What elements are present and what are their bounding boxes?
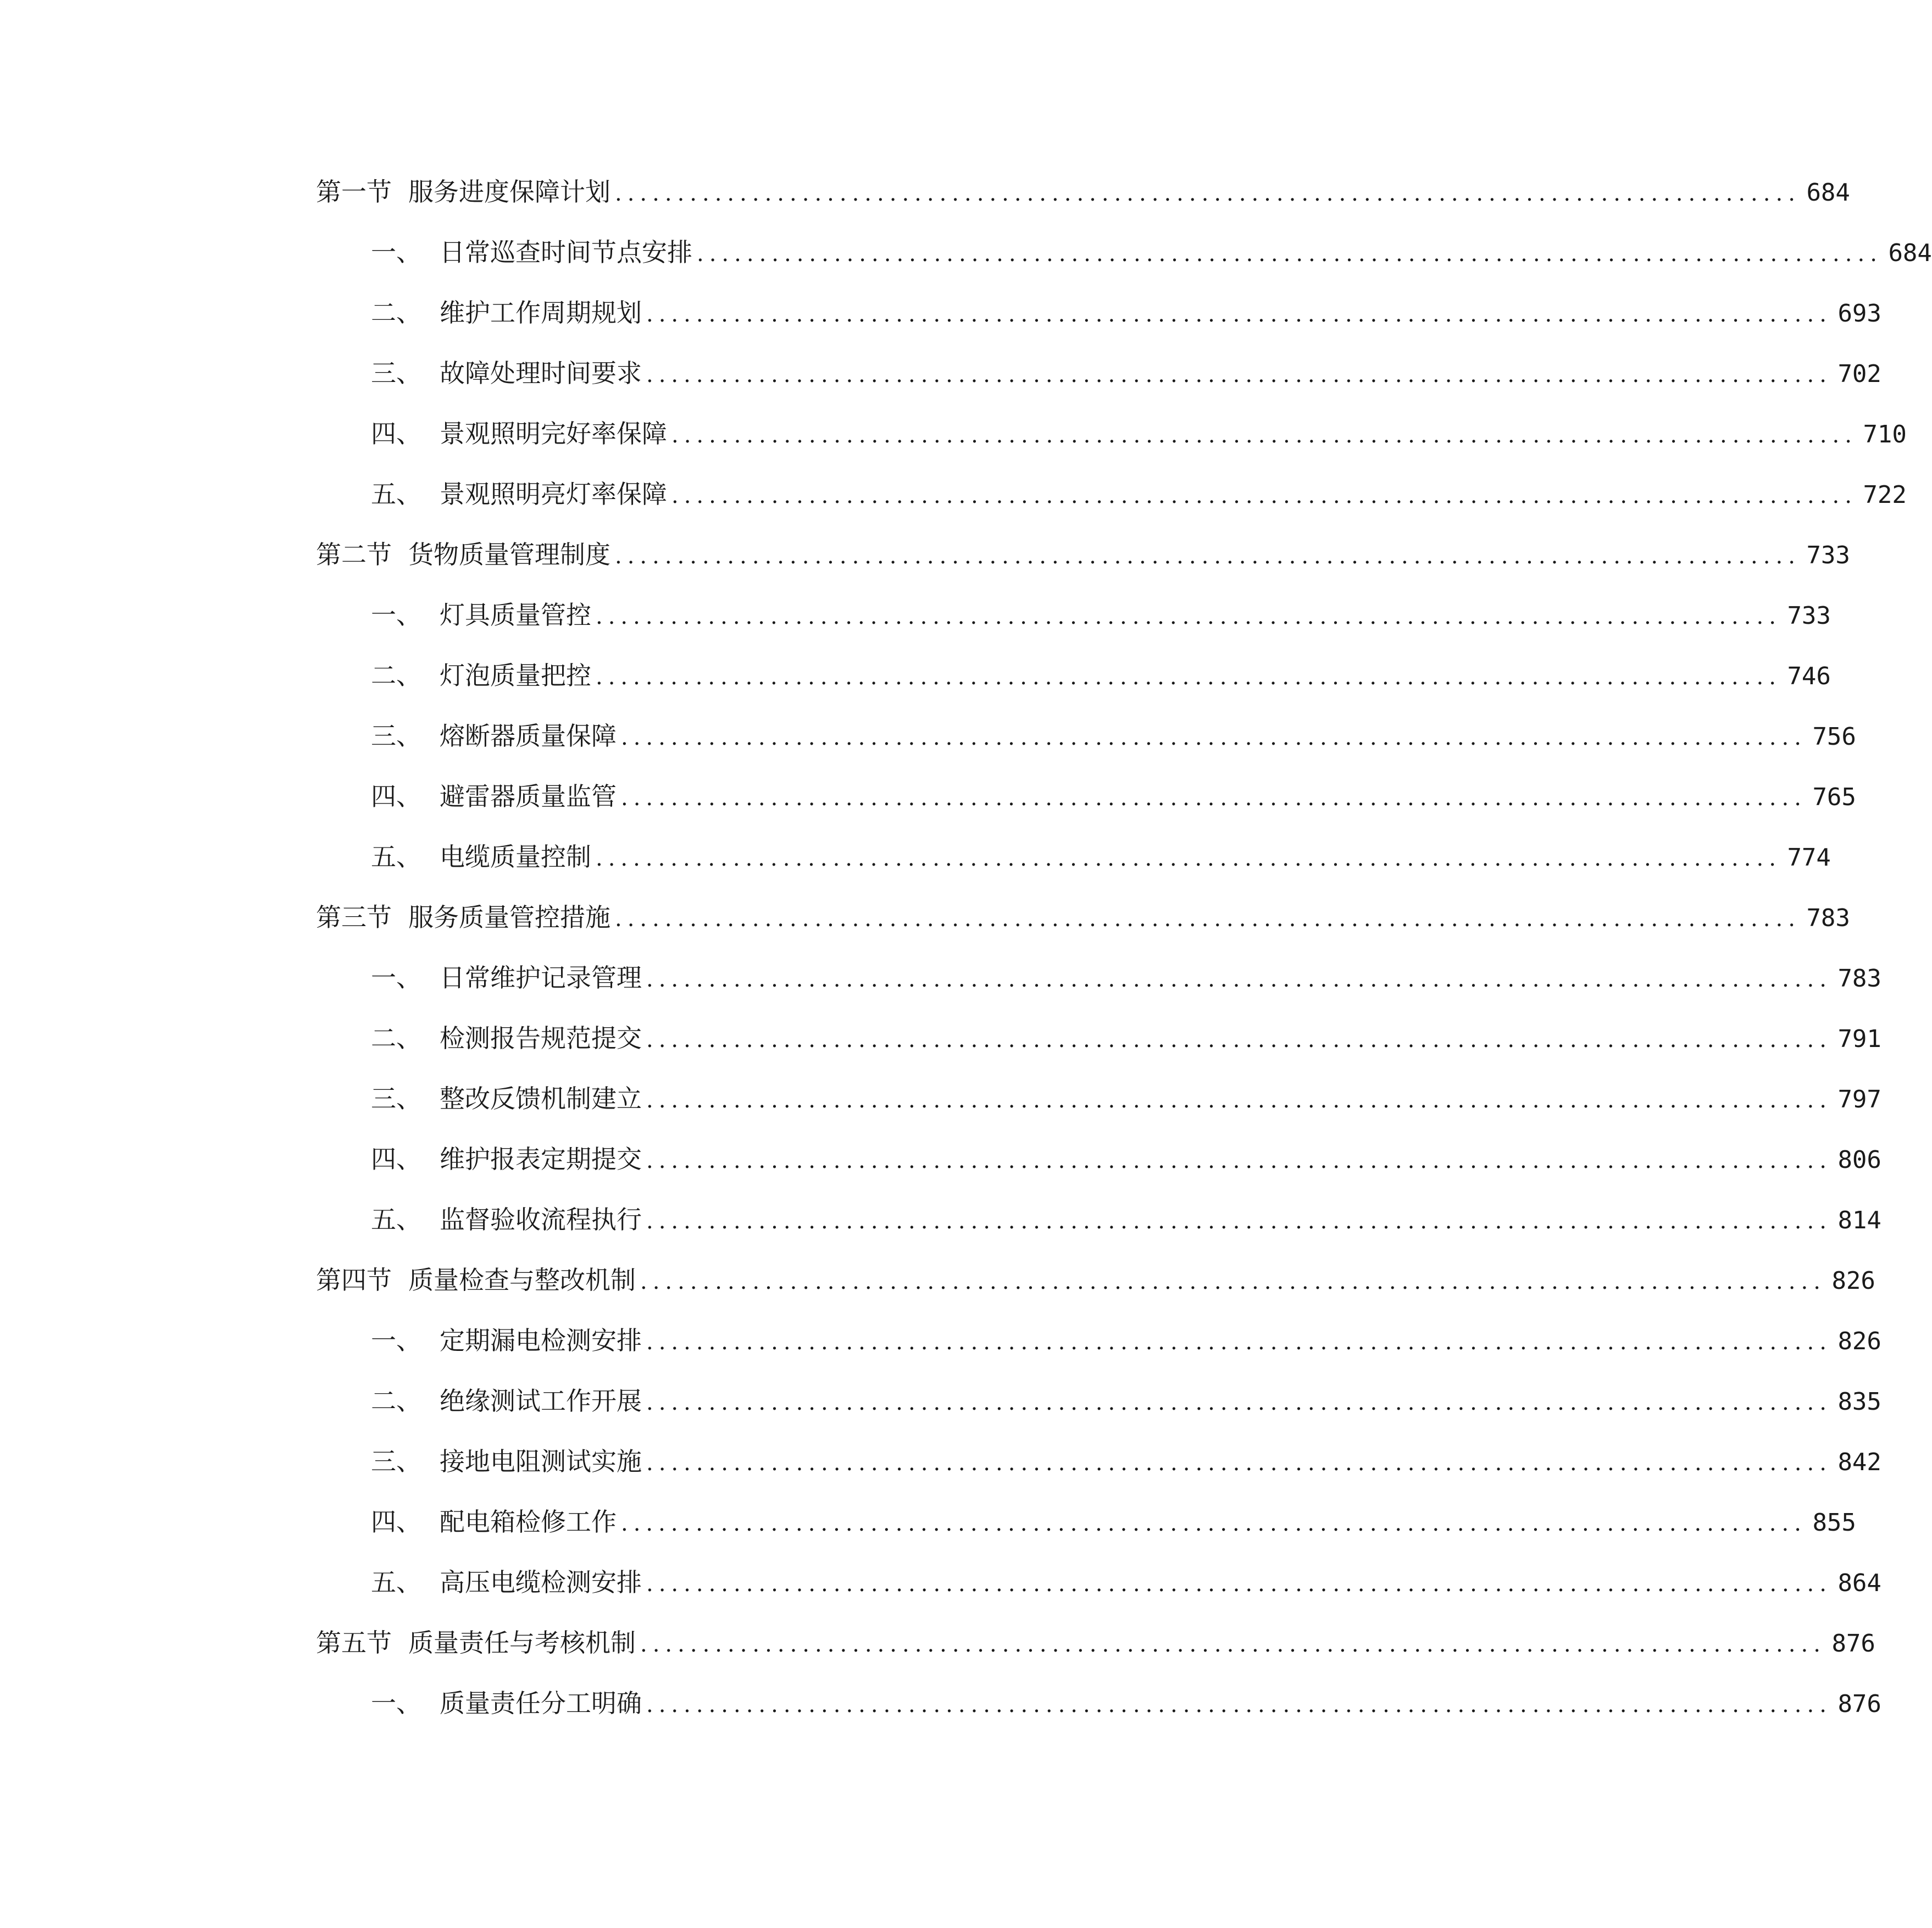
dot-leader: ............................................................................................... xyxy=(621,785,1807,811)
entry-title: 定期漏电检测安排 xyxy=(440,1326,642,1355)
page-number: 702 xyxy=(1837,360,1881,388)
entry-title: 接地电阻测试实施 xyxy=(440,1447,642,1476)
dot-leader: ............................................................................................... xyxy=(640,1269,1826,1294)
page-number: 783 xyxy=(1837,965,1881,993)
page-number: 876 xyxy=(1831,1630,1875,1658)
entry-number: 五、 xyxy=(371,842,421,872)
entry-title: 配电箱检修工作 xyxy=(440,1507,617,1537)
entry-number: 二、 xyxy=(371,1386,421,1416)
entry-number: 二、 xyxy=(371,661,421,690)
entry-number: 一、 xyxy=(371,1326,421,1355)
page-number: 806 xyxy=(1837,1146,1881,1174)
entry-title: 日常维护记录管理 xyxy=(440,963,642,993)
entry-title: 景观照明亮灯率保障 xyxy=(440,479,667,509)
dot-leader: ............................................................................................... xyxy=(671,423,1857,448)
entry-number: 二、 xyxy=(371,1023,421,1053)
page-number: 765 xyxy=(1812,783,1856,811)
toc-entry-subsection[interactable] xyxy=(371,293,1881,332)
entry-title: 服务质量管控措施 xyxy=(408,902,610,932)
entry-number: 三、 xyxy=(371,1084,421,1113)
entry-number: 四、 xyxy=(371,419,421,448)
page-number: 710 xyxy=(1863,420,1907,448)
page-number: 733 xyxy=(1787,602,1831,630)
entry-title: 故障处理时间要求 xyxy=(440,358,642,388)
toc-entry-subsection[interactable] xyxy=(371,1503,1856,1541)
page-number: 684 xyxy=(1888,239,1932,267)
entry-title: 电缆质量控制 xyxy=(440,842,591,872)
entry-title: 货物质量管理制度 xyxy=(408,540,610,569)
page-number: 855 xyxy=(1812,1509,1856,1537)
toc-entry-subsection[interactable] xyxy=(371,777,1856,816)
toc-entry-subsection[interactable] xyxy=(371,1200,1881,1239)
entry-number: 三、 xyxy=(371,721,421,751)
entry-number: 二、 xyxy=(371,298,421,328)
dot-leader: ............................................................................................... xyxy=(646,1088,1832,1113)
dot-leader: ............................................................................................... xyxy=(646,1027,1832,1052)
dot-leader: ............................................................................................... xyxy=(646,967,1832,992)
entry-title: 灯具质量管控 xyxy=(440,600,591,630)
entry-title: 服务进度保障计划 xyxy=(408,177,610,207)
toc-entry-subsection[interactable] xyxy=(371,838,1831,876)
entry-number: 四、 xyxy=(371,1507,421,1537)
entry-number: 一、 xyxy=(371,963,421,993)
entry-title: 绝缘测试工作开展 xyxy=(440,1386,642,1416)
toc-entry-subsection[interactable] xyxy=(371,354,1881,392)
entry-title: 景观照明完好率保障 xyxy=(440,419,667,448)
dot-leader: ............................................................................................... xyxy=(646,1450,1832,1476)
entry-number: 五、 xyxy=(371,1205,421,1234)
dot-leader: ............................................................................................... xyxy=(640,1632,1826,1657)
dot-leader: ............................................................................................... xyxy=(615,906,1801,932)
dot-leader: ............................................................................................... xyxy=(646,1390,1832,1415)
entry-title: 避雷器质量监管 xyxy=(440,782,617,811)
dot-leader: ............................................................................................... xyxy=(646,362,1832,387)
toc-entry-section[interactable] xyxy=(316,173,1850,211)
toc-entry-subsection[interactable] xyxy=(371,1019,1881,1057)
toc-entry-subsection[interactable] xyxy=(371,233,1932,272)
entry-number: 一、 xyxy=(371,600,421,630)
entry-title: 高压电缆检测安排 xyxy=(440,1567,642,1597)
page-number: 842 xyxy=(1837,1448,1881,1476)
toc-entry-section[interactable] xyxy=(316,898,1850,937)
entry-number: 三、 xyxy=(371,358,421,388)
entry-number: 四、 xyxy=(371,1144,421,1174)
dot-leader: ............................................................................................... xyxy=(671,483,1857,508)
page-number: 826 xyxy=(1837,1327,1881,1355)
dot-leader: ............................................................................................... xyxy=(646,1329,1832,1355)
page-number: 746 xyxy=(1787,662,1831,690)
entry-title: 质量责任与考核机制 xyxy=(408,1628,636,1658)
page-number: 693 xyxy=(1837,300,1881,328)
entry-number: 五、 xyxy=(371,479,421,509)
entry-title: 灯泡质量把控 xyxy=(440,661,591,690)
entry-title: 质量责任分工明确 xyxy=(440,1688,642,1718)
entry-number: 四、 xyxy=(371,782,421,811)
toc-entry-subsection[interactable] xyxy=(371,1079,1881,1118)
dot-leader: ............................................................................................... xyxy=(621,725,1807,750)
dot-leader: ............................................................................................... xyxy=(646,302,1832,327)
page-number: 814 xyxy=(1837,1206,1881,1234)
entry-title: 质量检查与整改机制 xyxy=(408,1265,636,1295)
toc-entry-subsection[interactable] xyxy=(371,1382,1881,1420)
page-number: 733 xyxy=(1806,541,1850,569)
page-number: 774 xyxy=(1787,844,1831,872)
entry-title: 日常巡查时间节点安排 xyxy=(440,237,692,267)
dot-leader: ............................................................................................... xyxy=(646,1692,1832,1718)
entry-title: 整改反馈机制建立 xyxy=(440,1084,642,1113)
dot-leader: ............................................................................................... xyxy=(646,1571,1832,1597)
dot-leader: ............................................................................................... xyxy=(646,1209,1832,1234)
entry-number: 第一节 xyxy=(316,177,392,207)
entry-number: 五、 xyxy=(371,1567,421,1597)
entry-title: 维护工作周期规划 xyxy=(440,298,642,328)
toc-entry-section[interactable] xyxy=(316,1261,1875,1299)
entry-title: 熔断器质量保障 xyxy=(440,721,617,751)
page-number: 835 xyxy=(1837,1388,1881,1416)
toc-entry-subsection[interactable] xyxy=(371,596,1831,634)
toc-entry-section[interactable] xyxy=(316,1624,1875,1662)
page-number: 722 xyxy=(1863,481,1907,509)
dot-leader: ............................................................................................... xyxy=(596,846,1781,871)
entry-title: 检测报告规范提交 xyxy=(440,1023,642,1053)
entry-number: 一、 xyxy=(371,237,421,267)
dot-leader: ............................................................................................... xyxy=(596,664,1781,690)
toc-entry-subsection[interactable] xyxy=(371,717,1856,755)
entry-number: 第四节 xyxy=(316,1265,392,1295)
page-number: 797 xyxy=(1837,1085,1881,1113)
entry-number: 三、 xyxy=(371,1447,421,1476)
toc-entry-subsection[interactable] xyxy=(371,475,1907,513)
page-number: 826 xyxy=(1831,1267,1875,1295)
dot-leader: ............................................................................................... xyxy=(596,604,1781,629)
toc-entry-section[interactable] xyxy=(316,535,1850,574)
page-number: 791 xyxy=(1837,1025,1881,1053)
page-number: 876 xyxy=(1837,1690,1881,1718)
page-number: 864 xyxy=(1837,1569,1881,1597)
entry-number: 一、 xyxy=(371,1688,421,1718)
dot-leader: ............................................................................................... xyxy=(615,544,1801,569)
dot-leader: ............................................................................................... xyxy=(697,241,1883,267)
entry-title: 维护报表定期提交 xyxy=(440,1144,642,1174)
dot-leader: ............................................................................................... xyxy=(646,1148,1832,1173)
toc-entry-subsection[interactable] xyxy=(371,1140,1881,1178)
dot-leader: ............................................................................................... xyxy=(615,181,1801,206)
toc-entry-subsection[interactable] xyxy=(371,1321,1881,1360)
dot-leader: ............................................................................................... xyxy=(621,1511,1807,1536)
entry-number: 第二节 xyxy=(316,540,392,569)
entry-number: 第五节 xyxy=(316,1628,392,1658)
page-number: 756 xyxy=(1812,723,1856,751)
toc-entry-subsection[interactable] xyxy=(371,656,1831,695)
entry-number: 第三节 xyxy=(316,902,392,932)
entry-title: 监督验收流程执行 xyxy=(440,1205,642,1234)
toc-entry-subsection[interactable] xyxy=(371,1563,1881,1602)
toc-entry-subsection[interactable] xyxy=(371,414,1907,453)
toc-entry-subsection[interactable] xyxy=(371,959,1881,997)
toc-entry-subsection[interactable] xyxy=(371,1442,1881,1481)
page-number: 783 xyxy=(1806,904,1850,932)
page-number: 684 xyxy=(1806,179,1850,207)
toc-entry-subsection[interactable] xyxy=(371,1684,1881,1722)
